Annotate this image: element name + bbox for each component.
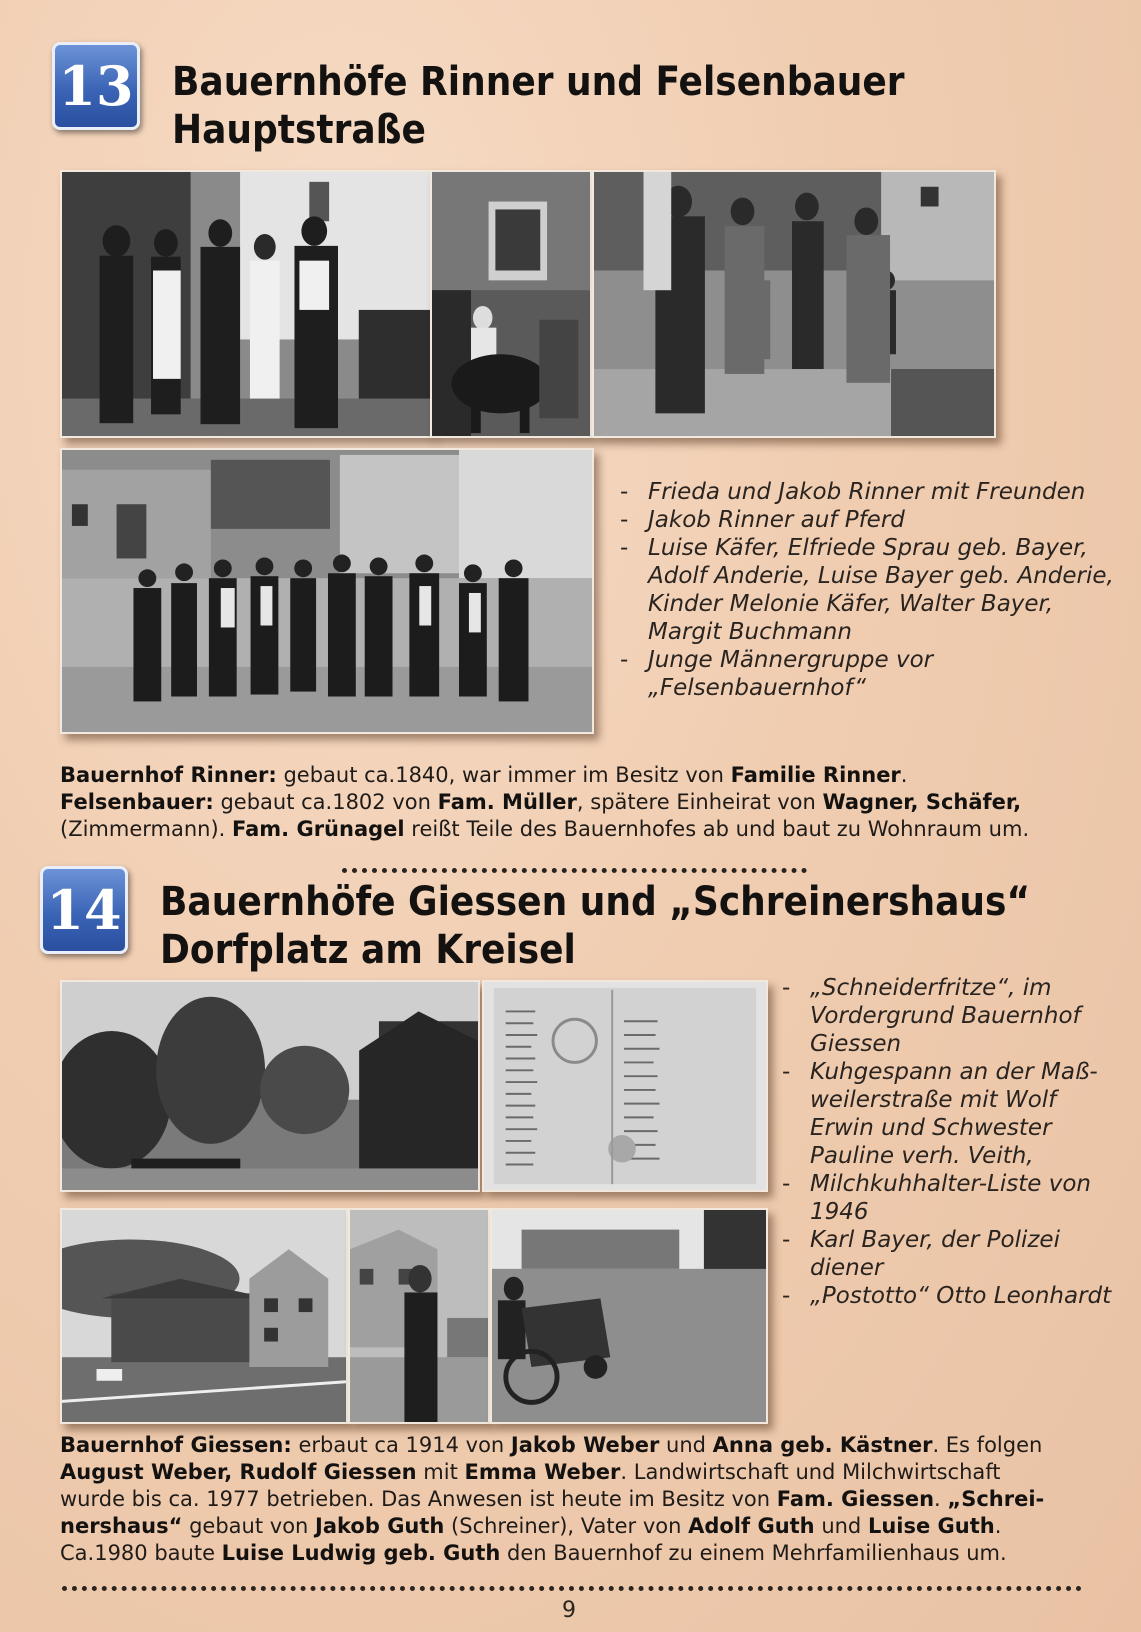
page-number: 9	[562, 1598, 576, 1623]
text-run: und	[814, 1514, 868, 1538]
text-run: gebaut ca.1802 von	[213, 790, 438, 814]
photo-friends-group-image	[62, 172, 430, 436]
bold-term: Fam. Giessen	[776, 1487, 935, 1511]
caption-item: - Luise Käfer, Elfriede Sprau geb. Bayer, Adolf Anderie, Luise Bayer geb. Anderie, Kinder Melonie Käfer, Walter Bayer, Margit Buchmann	[620, 534, 1120, 646]
section-14-title-line1: Bauernhöfe Giessen und „Schreinershaus“	[160, 879, 1031, 925]
section-13-number: 13	[58, 54, 134, 118]
caption-item: - Junge Männergruppe vor „Felsenbauernhof“	[620, 646, 1120, 702]
photo-postotto	[490, 1208, 768, 1424]
text-run: mit	[416, 1460, 465, 1484]
photo-milchkuhhalter-liste	[482, 980, 768, 1192]
text-run: wurde bis ca. 1977 betrieben. Das Anwesen ist heute im Besitz von	[60, 1487, 777, 1511]
caption-item: - Jakob Rinner auf Pferd	[620, 506, 1120, 534]
text-run: den Bauernhof zu einem Mehrfamilienhaus um.	[500, 1541, 1007, 1565]
bold-term: Adolf Guth	[688, 1514, 815, 1538]
text-run: , spätere Einheirat von	[576, 790, 823, 814]
bold-term: Familie Rinner	[730, 763, 901, 787]
text-run: und	[659, 1433, 713, 1457]
section-14-text	[60, 1432, 1110, 1567]
text-run: .	[934, 1487, 948, 1511]
section-13-text	[60, 762, 1100, 843]
photo-postotto-image	[492, 1210, 766, 1422]
section-13-badge	[52, 42, 140, 130]
photo-rider-on-horse	[430, 170, 592, 438]
section-14-number: 14	[46, 878, 122, 942]
bold-term: Fam. Grünagel	[232, 817, 405, 841]
photo-young-men-image	[62, 450, 592, 732]
photo-document-list-image	[484, 982, 766, 1190]
text-run: . Landwirtschaft und Milchwirtschaft	[620, 1460, 1001, 1484]
photo-family-group	[592, 170, 996, 438]
bold-term: Bauernhof Rinner:	[60, 763, 277, 787]
section-13-captions	[620, 478, 1120, 702]
bold-term: Jakob Weber	[510, 1433, 660, 1457]
caption-item: - Karl Bayer, der Polizei diener	[782, 1226, 1112, 1282]
text-run: .	[900, 763, 908, 787]
bold-term: Wagner, Schäfer,	[822, 790, 1022, 814]
caption-item: - „Postotto“ Otto Leonhardt	[782, 1282, 1112, 1310]
text-run: gebaut ca.1840, war immer im Besitz von	[276, 763, 731, 787]
caption-item: - „Schneiderfritze“, im Vordergrund Bauernhof Giessen	[782, 974, 1112, 1058]
text-run: .	[994, 1514, 1002, 1538]
caption-item: - Frieda und Jakob Rinner mit Freunden	[620, 478, 1120, 506]
bold-term: Luise Ludwig geb. Guth	[221, 1541, 501, 1565]
bold-term: Emma Weber	[464, 1460, 621, 1484]
section-14-title-line2: Dorfplatz am Kreisel	[160, 927, 576, 973]
section-divider	[342, 868, 807, 873]
photo-rider-image	[432, 172, 590, 436]
text-run: gebaut von	[182, 1514, 316, 1538]
photo-young-men-group	[60, 448, 594, 734]
photo-bauernhof-giessen-image	[62, 1210, 346, 1422]
bold-term: Jakob Guth	[315, 1514, 445, 1538]
caption-item: - Kuhgespann an der Maß-weilerstraße mit Wolf Erwin und Schwester Pauline verh. Veith,	[782, 1058, 1112, 1170]
section-14-badge	[40, 866, 128, 954]
section-14-title	[160, 878, 1030, 974]
photo-karl-bayer	[348, 1208, 490, 1424]
text-run: (Zimmermann).	[60, 817, 232, 841]
bold-term: Bauernhof Giessen:	[60, 1433, 292, 1457]
photo-schneiderfritze-image	[62, 982, 478, 1190]
text-run: Ca.1980 baute	[60, 1541, 222, 1565]
caption-item: - Milchkuhhalter-Liste von 1946	[782, 1170, 1112, 1226]
bold-term: nershaus“	[60, 1514, 183, 1538]
bold-term: Anna geb. Kästner	[712, 1433, 933, 1457]
bold-term: Fam. Müller	[437, 790, 577, 814]
photo-friends-group	[60, 170, 432, 438]
section-13-title	[172, 58, 905, 154]
photo-bauernhof-giessen	[60, 1208, 348, 1424]
photo-schneiderfritze	[60, 980, 480, 1192]
bold-term: August Weber, Rudolf Giessen	[60, 1460, 417, 1484]
section-13-title-line1: Bauernhöfe Rinner und Felsenbauer	[172, 59, 905, 105]
text-run: (Schreiner), Vater von	[444, 1514, 689, 1538]
text-run: . Es folgen	[932, 1433, 1043, 1457]
text-run: erbaut ca 1914 von	[291, 1433, 511, 1457]
text-run: reißt Teile des Bauernhofes ab und baut zu Wohnraum um.	[404, 817, 1030, 841]
bold-term: „Schrei-	[947, 1487, 1045, 1511]
bold-term: Luise Guth	[867, 1514, 995, 1538]
footer-divider	[62, 1586, 1082, 1591]
section-13-title-line2: Hauptstraße	[172, 107, 426, 153]
photo-family-group-image	[594, 172, 994, 436]
section-14-captions	[782, 974, 1112, 1310]
bold-term: Felsenbauer:	[60, 790, 214, 814]
photo-karl-bayer-image	[350, 1210, 488, 1422]
